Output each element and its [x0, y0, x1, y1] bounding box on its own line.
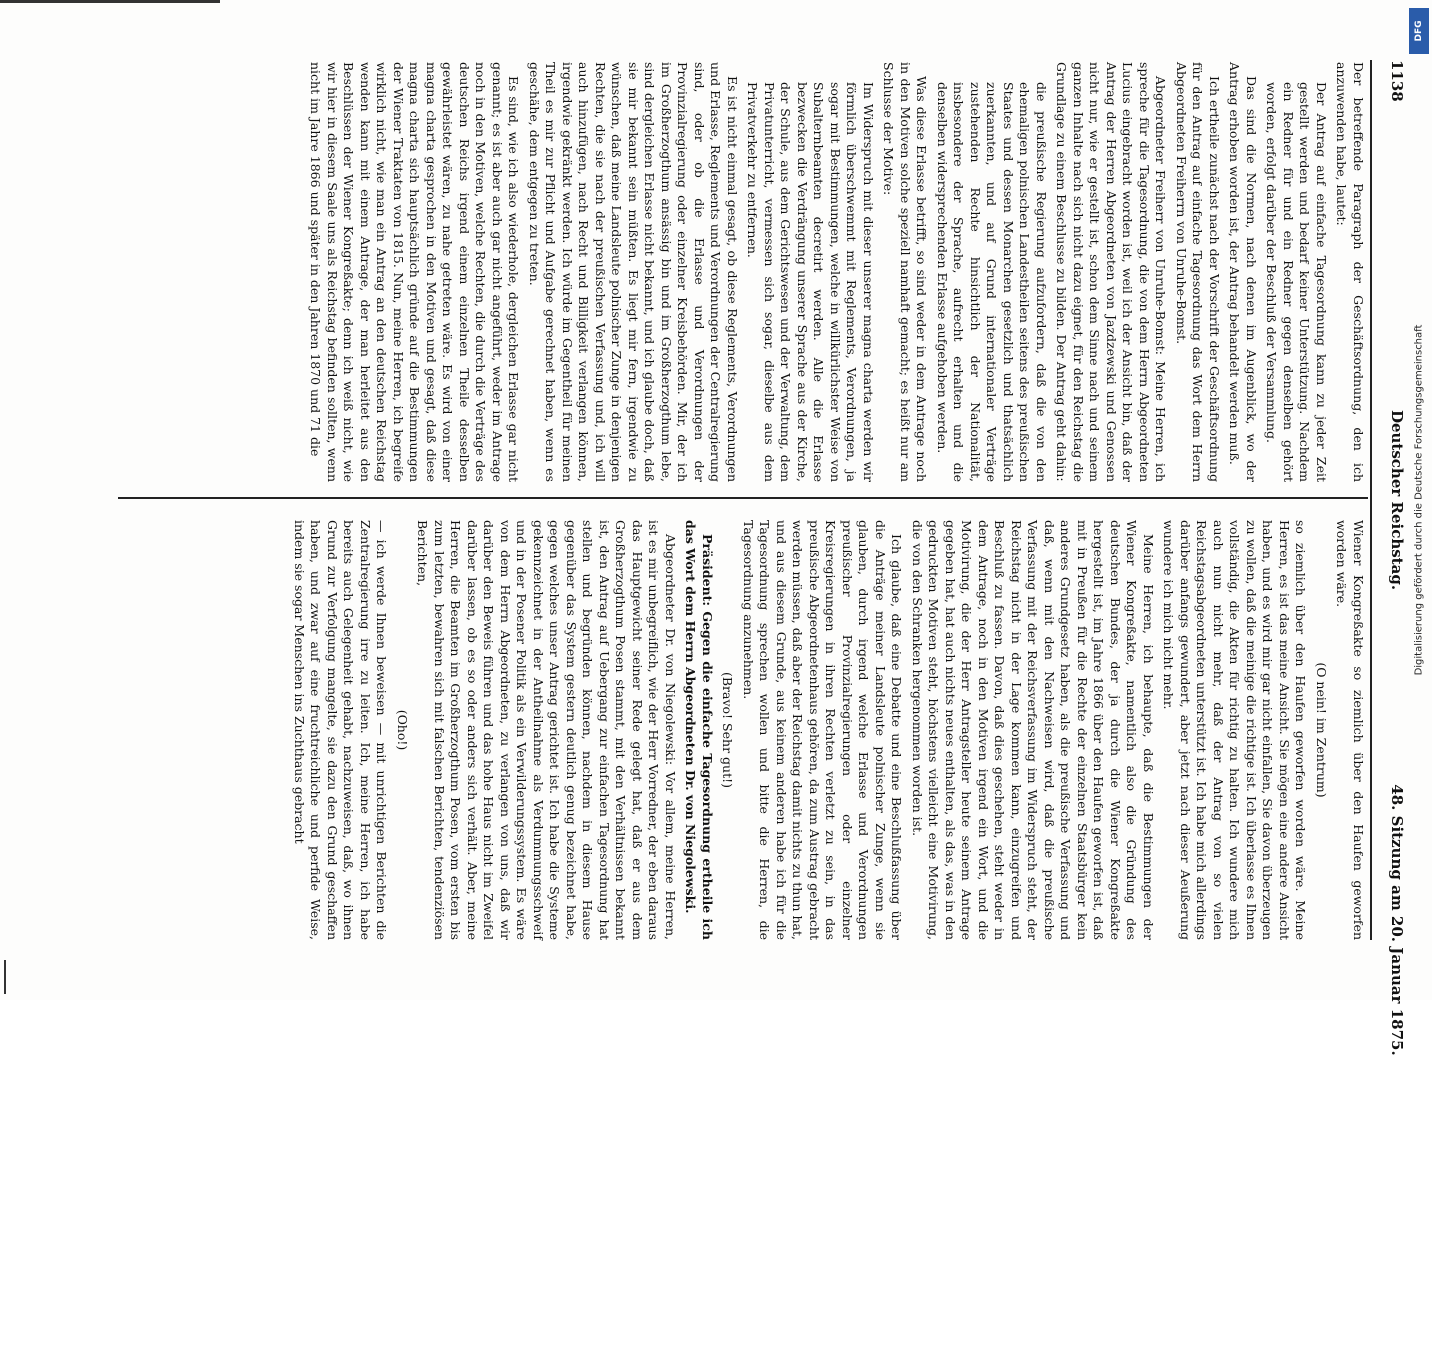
interjection: (O nein! im Zentrum) — [1314, 662, 1329, 798]
publication-title: Deutscher Reichstag. — [1388, 409, 1406, 591]
speaker-paragraph: Präsident: Gegen die einfache Tagesordnung ertheile ich das Wort dem Herrn Abgeordneten Dr. von Niegolewski. — [683, 520, 715, 940]
quoted-paragraph: Der Antrag auf einfache Tagesordnung kann zu jeder Zeit gestellt werden und bedarf keiner Unterstützung. Nachdem ein Redner für und ein Redner gegen denselben gehört worden, erfolgt darüber der Beschluß der Versammlung. — [1264, 82, 1329, 482]
paragraph: Ich glaube, daß eine Debatte und eine Beschlußfassung über die Anträge meiner Landsleute polnischer Zunge, wenn sie glauben, durch irgend welche Erlasse und Verordnungen preußischer Provinzialregierungen oder einzelner Kreisregierungen in ihren Rechten verletzt zu sein, in das preußische Abgeordnetenhaus gehören, da zum Austrag gebracht werden müssen, daß aber der Reichstag damit nichts zu thun hat, und aus diesem Grunde, aus keinem anderen habe ich für die Tagesordnung sprechen wollen und bitte die Herren, die Tagesordnung anzunehmen. — [741, 520, 905, 940]
left-column — [303, 62, 1366, 482]
digitization-note: Digitalisierung gefördert durch die Deutsche Forschungsgemeinschaft — [1413, 324, 1425, 676]
paragraph: so ziemlich über den Haufen geworfen worden wäre. Meine Herren, es ist das meine Ansicht. Sie mögen eine andere Ansicht haben, und es wird mir gar nicht einfallen, Sie davon überzeugen zu wollen, daß die meinige die richtige ist. Ich überlasse es Ihnen vollständig, die Akten für richtig zu halten. Ich wundere mich auch nun nicht mehr, daß der Antrag von so vielen Reichstagsabgeordneten unterstützt ist. Ich habe mich allerdings darüber anfangs gewundert, aber jetzt nach dieser Aeußerung wundere ich mich nicht mehr. — [1161, 520, 1309, 940]
digitization-credit — [1408, 20, 1430, 980]
quoted-paragraph: Im Widerspruch mit dieser unserer magna charta werden wir förmlich überschwemmt mit Reglements, Verordnungen, ja sogar mit Bestimmungen, welche in willkürlichster Weise von Subalternbeamten decretirt werden. Alle die Erlasse bezwecken die Verdrängung unserer Sprache aus der Kirche, der Schule, aus dem Gerichtswesen und der Verwaltung, dem Privatunterricht, vermessen sich sogar, dieselbe aus dem Privatverkehr zu entfernen. — [745, 82, 876, 482]
paragraph: Es sind, wie ich also wiederhole, dergleichen Erlasse gar nicht genannt; es ist aber auch gar nicht angeführt, weder im Antrage noch in den Motiven, welche Rechten, die durch die Verträge des deutschen Reichs irgend einem einzelnen Theile desselben gewährleistet wären, zu nahe getreten wäre. Es wird von einer magna charta gesprochen in den Motiven und gesagt, daß diese magna charta sich hauptsächlich gründe auf die Bestimmungen der Wiener Traktaten von 1815. Nun, meine Herren, ich begreife wirklich nicht, wie man ein Antrag an den deutschen Reichstag wenden kann mit einem Antrage, der man herleitet aus den Beschlüssen der Wiener Kongreßakte; denn ich weiß nicht, wie wir hier in diesem Saale uns als Reichstag befinden sollten, wenn nicht im Jahre 1866 und später in den Jahren 1870 und 71 die — [308, 62, 522, 482]
page-number: 1138 — [1388, 60, 1406, 102]
dfg-logo — [1409, 8, 1429, 54]
interjection: (Bravo! Sehr gut!) — [720, 671, 736, 788]
quoted-paragraph: die preußische Regierung aufzufordern, daß die von den ehemaligen polnischen Landestheilen seitens des preußischen Staates und dessen Monarchen gesetzlich und thatsächlich zuerkannten, und auf Grund internationaler Verträge zustehenden Rechte hinsichtlich der Nationalität, insbesondere der Sprache, aufrecht erhalten und die denselben widersprechenden Erlasse aufgehoben werden. — [935, 82, 1049, 482]
dfg-logo-text: DFG — [1414, 20, 1424, 42]
header-rule — [1370, 60, 1372, 940]
column-divider — [118, 497, 1368, 499]
session-date: 48. Sitzung am 20. Januar 1875. — [1388, 784, 1406, 1056]
paragraph: Wiener Kongreßakte so ziemlich über den Haufen geworfen worden wäre. — [1334, 520, 1366, 940]
right-column — [287, 520, 1367, 940]
speaker-paragraph: Abgeordneter Freiherr von Unruhe-Bomst: Meine Herren, ich spreche für die Tagesordnung, die von dem Herrn Abgeordneten Lucius eingebracht worden ist, weil ich der Ansicht bin, daß der Antrag der Herren Abgeordneten von Jazdzewski und Genossen nicht nur, wie er gestellt ist, schon dem Sinne nach und seinem ganzen Inhalte nach sich nicht dazu eignet, für den Reichstag die Grundlage zu einem Beschlusse zu bilden. Der Antrag geht dahin: — [1054, 62, 1169, 482]
interjection: (Oho!) — [395, 709, 410, 751]
paragraph: Der betreffende Paragraph der Geschäftsordnung, den ich anzuwenden habe, lautet: — [1334, 62, 1366, 482]
paragraph: — ich werde Ihnen beweisen — mit unrichtigen Berichten die Zentralregierung irre zu leiten. Ich, meine Herren, ich habe bereits auch Gelegenheit gehabt, nachzuweisen, daß, wo ihnen Grund zur Verfolgung mangelte, sie dazu den Grund geschaffen haben, und zwar auf eine fruchtreichliche und perfide Weise, indem sie sogar Menschen ins Zuchthaus gebracht — [292, 520, 390, 940]
paragraph: Es ist nicht einmal gesagt, ob diese Reglements, Verordnungen und Erlasse, Reglements und Verordnungen der Centralregierung sind, oder ob die Erlasse und Verordnungen der Provinzialregierung oder einzelner Kreisbehörden. Mir, der ich im Großherzogthum ansässig bin und im Großherzogthum lebe, sind dergleichen Erlasse nicht bekannt, und ich glaube doch, daß sie mir bekannt sein müßten. Es liegt mir fern, irgendwie zu wünschen, daß meine Landsleute polnischer Zunge in denjenigen Rechten, die sie nach der preußischen Verfassung und, ich will auch hinzufügen, nach Recht und Billigkeit verlangen können, irgendwie gekränkt werden. Ich würde im Gegentheil für meinen Theil es mir zur Pflicht und Aufgabe gerechnet haben, wenn es geschähe, dem entgegen zu treten. — [527, 62, 740, 482]
paragraph: Ich ertheile zunächst nach der Vorschrift der Geschäftsordnung für den Antrag auf einfache Tagesordnung das Wort dem Herrn Abgeordneten Freiherrn von Unruhe-Bomst. — [1174, 62, 1222, 482]
paragraph: Meine Herren, ich behaupte, daß die Bestimmungen der Wiener Kongreßakte, namentlich also die Gründung des deutschen Bundes, der ja durch die Wiener Kongreßakte hergestellt ist, im Jahre 1866 über den Haufen geworfen ist, daß mit in Preußen für die Rechte der einzelnen Staatsbürger kein anderes Grundgesetz haben, als die preußische Verfassung und daß, wenn mit den Nachweisen wird, daß die preußische Verfassung mit der Reichsverfassung im Widerspruch steht, der Reichstag nicht in der Lage kommen kann, einzugreifen und Beschluß zu fassen. Davon, daß dies geschehen, steht weder in dem Antrage, noch in den Motiven irgend ein Wort, und die Motivirung, die der Herr Antragsteller heute seinem Antrage gegeben hat, hat auch nichts neues enthalten, als das, was in den gedruckten Motiven steht, höchstens vielleicht eine Motivirung, die von den Schranken hergenommen worden ist. — [910, 520, 1156, 940]
speaker-paragraph: Abgeordneter Dr. von Niegolewski: Vor allem, meine Herren, ist es mir unbegreiflich, wie der Herr Vorredner, der eben daraus das Hauptgewicht seiner Rede gelegt hat, daß er aus dem Großherzogthum Posen stammt, mit den Verhältnissen bekannt ist, den Antrag auf Uebergang zur einfachen Tagesordnung hat stellen und begründen können, nachdem in diesem Hause gegenüber das System gestern deutlich genug bezeichnet habe, gegen welches unser Antrag gerichtet ist. Ich habe die Systeme gekennzeichnet in der Antheilnahme als Verdummungsschweif und in der Posener Politik als ein Verwilderungssystem. Es wäre von dem Herrn Abgeordneten, zu verlangen von uns, daß wir darüber den Beweis führen und das hohe Haus nicht im Zweifel darüber lassen, ob es so oder anders sich verhält. Aber, meine Herren, die Beamten im Großherzogthum Posen, vom ersten bis zum letzten, bewahren sich mit falschen Berichten, tendenziösen Berichten, — [415, 520, 678, 940]
paragraph: Das sind die Normen, nach denen im Augenblick, wo der Antrag erhoben worden ist, der Antrag behandelt werden muß. — [1227, 62, 1259, 482]
paragraph: Was diese Erlasse betrifft, so sind weder in dem Antrage noch in den Motiven solche speziell namhaft gemacht; es heißt nur am Schlusse der Motive: — [881, 62, 930, 482]
